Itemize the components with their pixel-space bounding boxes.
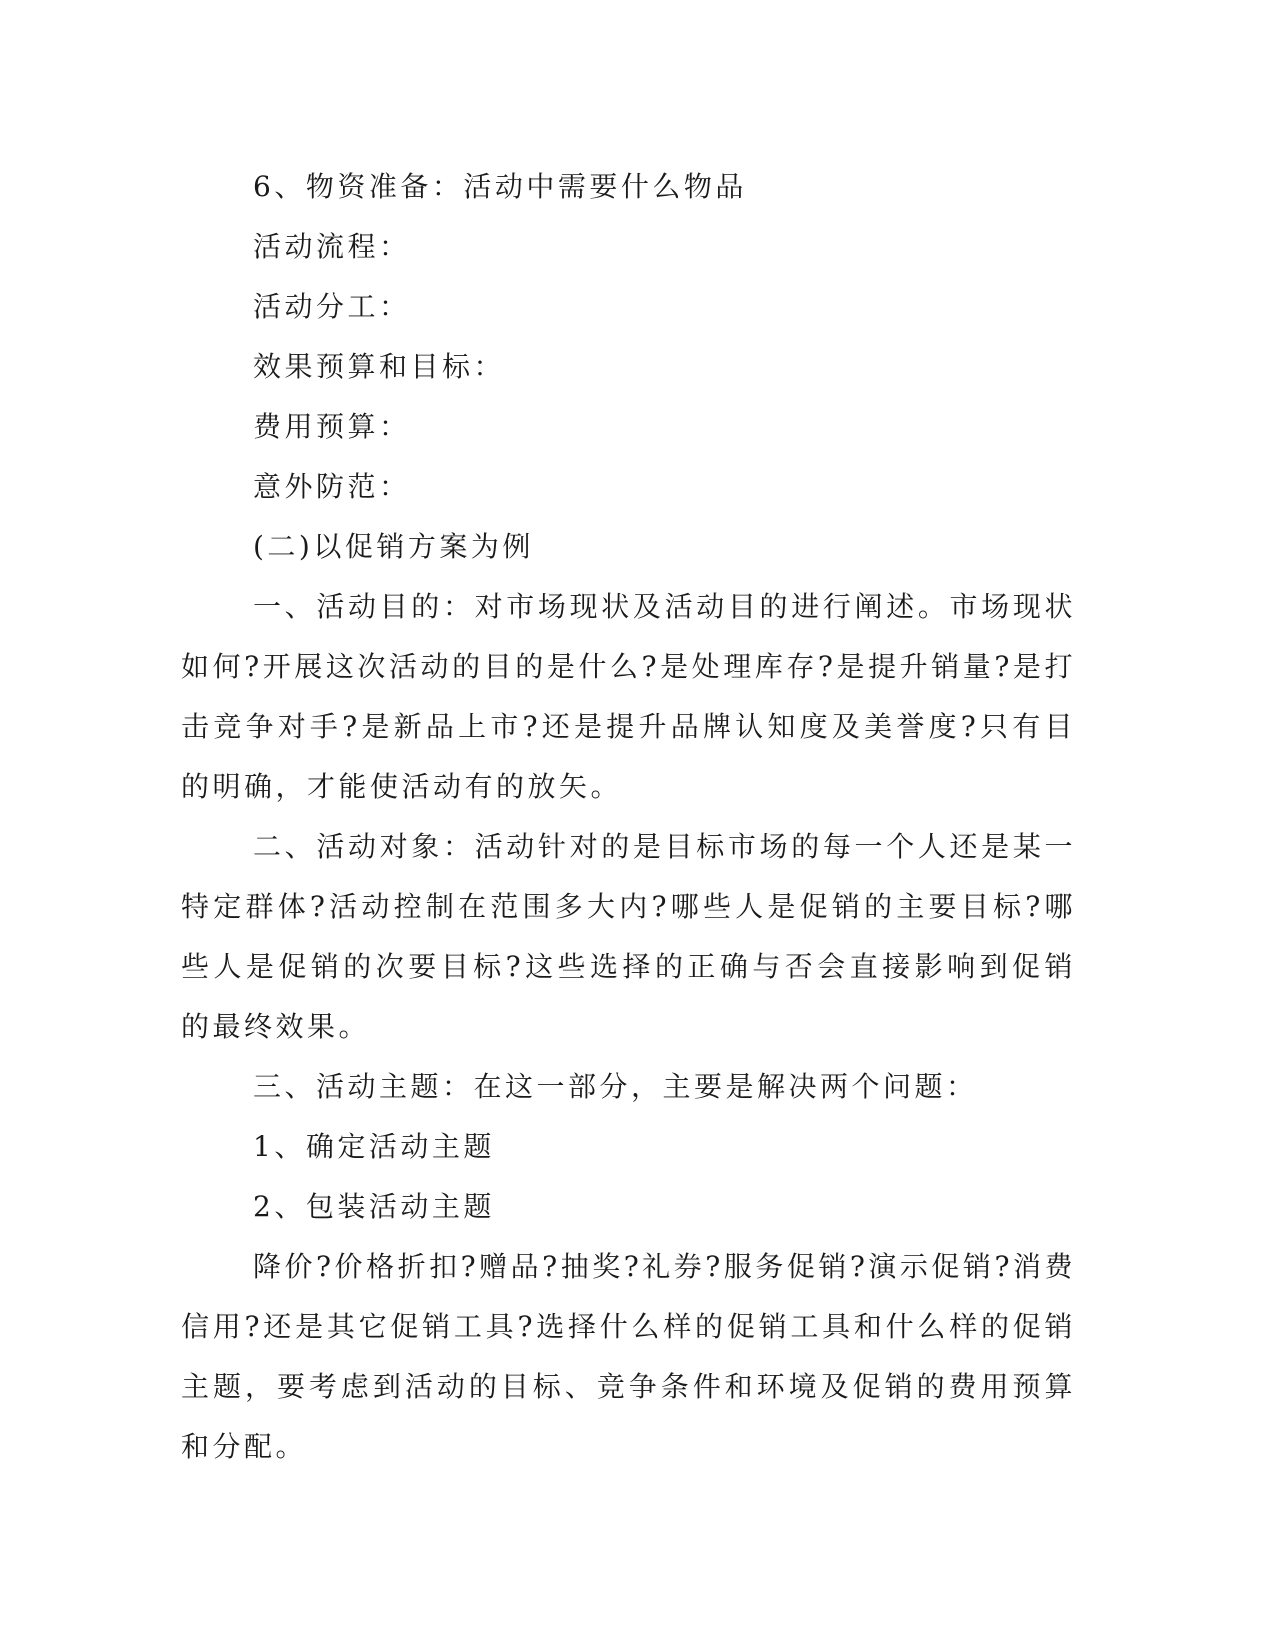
paragraph-purpose: 一、活动目的：对市场现状及活动目的进行阐述。市场现状如何?开展这次活动的目的是什么?是处理库存?是提升销量?是打击竞争对手?是新品上市?还是提升品牌认知度及美誉度?只有目的明确，才能使活动有的放矢。 (181, 590, 1076, 803)
paragraph-effect-goal: 效果预算和目标： (253, 350, 506, 383)
list-item-package-theme: 2、包装活动主题 (253, 1190, 495, 1223)
paragraph-process: 活动流程： (253, 230, 411, 263)
section-heading-promotion: (二)以促销方案为例 (253, 530, 534, 563)
paragraph-audience: 二、活动对象：活动针对的是目标市场的每一个人还是某一特定群体?活动控制在范围多大内?哪些人是促销的主要目标?哪些人是促销的次要目标?这些选择的正确与否会直接影响到促销的最终效果。 (181, 830, 1076, 1043)
paragraph-materials: 6、物资准备：活动中需要什么物品 (253, 170, 747, 203)
paragraph-contingency: 意外防范： (253, 470, 411, 503)
paragraph-cost-budget: 费用预算： (253, 410, 411, 443)
document-body (181, 157, 1076, 1477)
paragraph-theme: 三、活动主题：在这一部分，主要是解决两个问题： (253, 1070, 978, 1103)
paragraph-promotion-tools: 降价?价格折扣?赠品?抽奖?礼券?服务促销?演示促销?消费信用?还是其它促销工具?选择什么样的促销工具和什么样的促销主题，要考虑到活动的目标、竞争条件和环境及促销的费用预算和分配。 (181, 1250, 1076, 1463)
list-item-determine-theme: 1、确定活动主题 (253, 1130, 495, 1163)
paragraph-division: 活动分工： (253, 290, 411, 323)
